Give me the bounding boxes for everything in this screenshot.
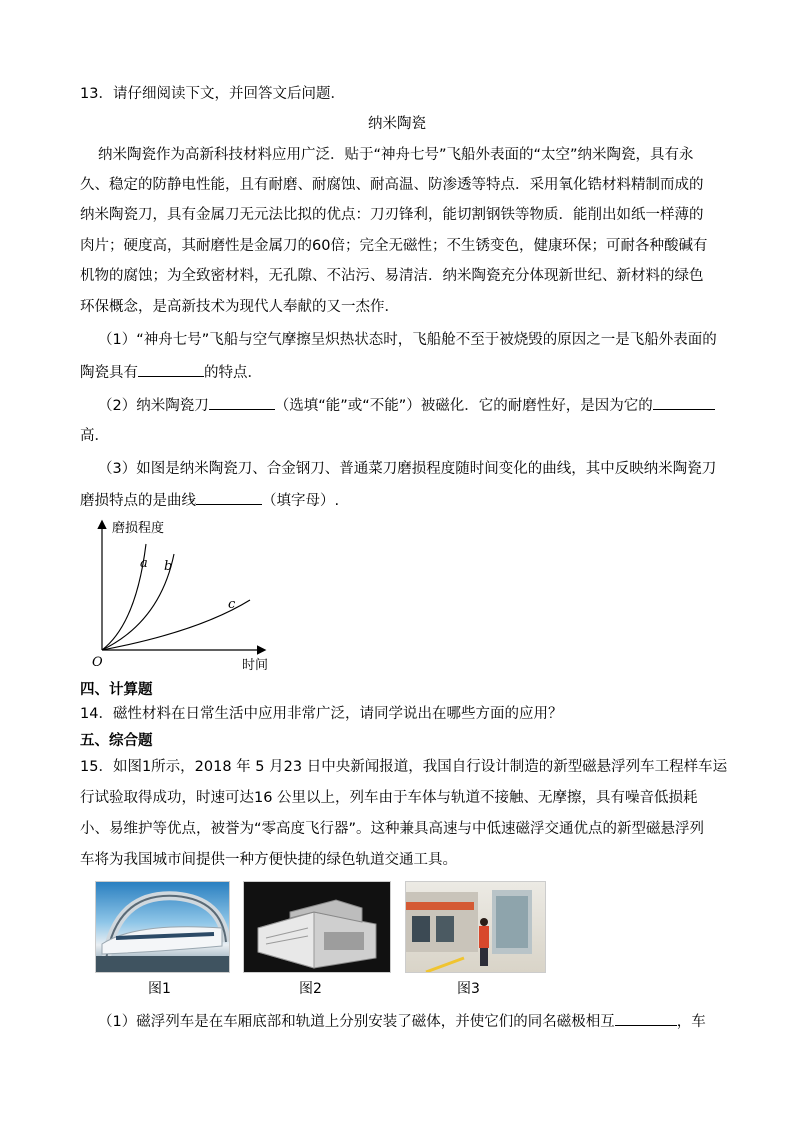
q15-line: 车将为我国城市间提供一种方便快捷的绿色轨道交通工具。 [80,852,457,868]
figure-2-caption: 图2 [299,981,322,997]
q13-sub1-pre: 陶瓷具有 [80,365,138,381]
curve-a-label: a [140,556,148,571]
q13-sub2-c: 高． [80,428,109,444]
q13-sub2-b: （选填“能”或“不能”）被磁化．它的耐磨性好，是因为它的 [274,398,653,414]
q13-sub3-cont [80,490,339,511]
answer-blank[interactable] [196,490,262,505]
article-title: 纳米陶瓷 [368,116,426,132]
figure-1-caption: 图1 [148,981,171,997]
q15-sub1-post: ，车 [676,1014,706,1030]
section-title: 五、综合题 [80,733,153,749]
y-axis-label: 磨损程度 [112,521,165,536]
article-line: 纳米陶瓷刀，具有金属刀无元法比拟的优点：刀刃锋利，能切割钢铁等物质．能削出如纸一样薄的 [80,207,704,223]
answer-blank[interactable] [209,395,275,410]
q13-sub1-post: 的特点． [204,365,262,381]
curve-b-label: b [164,559,173,574]
article-line: 久、稳定的防静电性能，且有耐磨、耐腐蚀、耐高温、防渗透等特点．采用氧化锆材料精制而成的 [80,177,704,193]
x-axis-label: 时间 [242,658,269,673]
answer-blank[interactable] [138,362,204,377]
q15-line: 行试验取得成功，时速可达16 公里以上，列车由于车体与轨道不接触、无摩擦，具有噪音低损耗 [80,790,698,806]
wear-graph [88,514,288,674]
figure-2-image [243,881,391,973]
q13-sub1-cont [80,362,262,383]
article-line: 机物的腐蚀；为全致密材料，无孔隙、不沾污、易清洁．纳米陶瓷充分体现新世纪、新材料的绿色 [80,268,704,284]
q14-text: 14．磁性材料在日常生活中应用非常广泛，请同学说出在哪些方面的应用？ [80,706,563,722]
q15-sub1 [98,1011,706,1032]
origin-label: O [92,655,103,670]
article-line: 纳米陶瓷作为高新科技材料应用广泛．贴于“神舟七号”飞船外表面的“太空”纳米陶瓷，具有永 [98,147,694,163]
q13-sub1: （1）“神舟七号”飞船与空气摩擦呈炽热状态时，飞船舱不至于被烧毁的原因之一是飞船外表面的 [98,332,717,348]
q15-line: 15．如图1所示，2018 年 5 月23 日中央新闻报道，我国自行设计制造的新型磁悬浮列车工程样车运 [80,759,728,775]
answer-blank[interactable] [653,395,715,410]
figure-3-image [405,881,546,973]
section-title: 四、计算题 [80,682,153,698]
q13-sub3-pre: 磨损特点的是曲线 [80,493,196,509]
q15-sub1-pre: （1）磁浮列车是在车厢底部和轨道上分别安装了磁体，并使它们的同名磁极相互 [98,1014,615,1030]
q13-heading: 13．请仔细阅读下文，并回答文后问题． [80,86,345,102]
article-line: 肉片；硬度高，其耐磨性是金属刀的60倍；完全无磁性；不生锈变色，健康环保；可耐各种酸碱有 [80,238,708,254]
curve-c-label: c [228,597,236,612]
figure-3-caption: 图3 [457,981,480,997]
q13-sub2-a: （2）纳米陶瓷刀 [98,398,209,414]
q13-sub2 [98,395,715,416]
figure-1-image [95,881,230,973]
article-line: 环保概念，是高新技术为现代人奉献的又一杰作． [80,299,399,315]
q13-sub3: （3）如图是纳米陶瓷刀、合金钢刀、普通菜刀磨损程度随时间变化的曲线，其中反映纳米陶瓷刀 [98,461,717,477]
answer-blank[interactable] [615,1011,677,1026]
q15-line: 小、易维护等优点，被誉为“零高度飞行器”。这种兼具高速与中低速磁浮交通优点的新型磁悬浮列 [80,821,705,837]
q13-sub3-post: （填字母）. [262,493,340,509]
